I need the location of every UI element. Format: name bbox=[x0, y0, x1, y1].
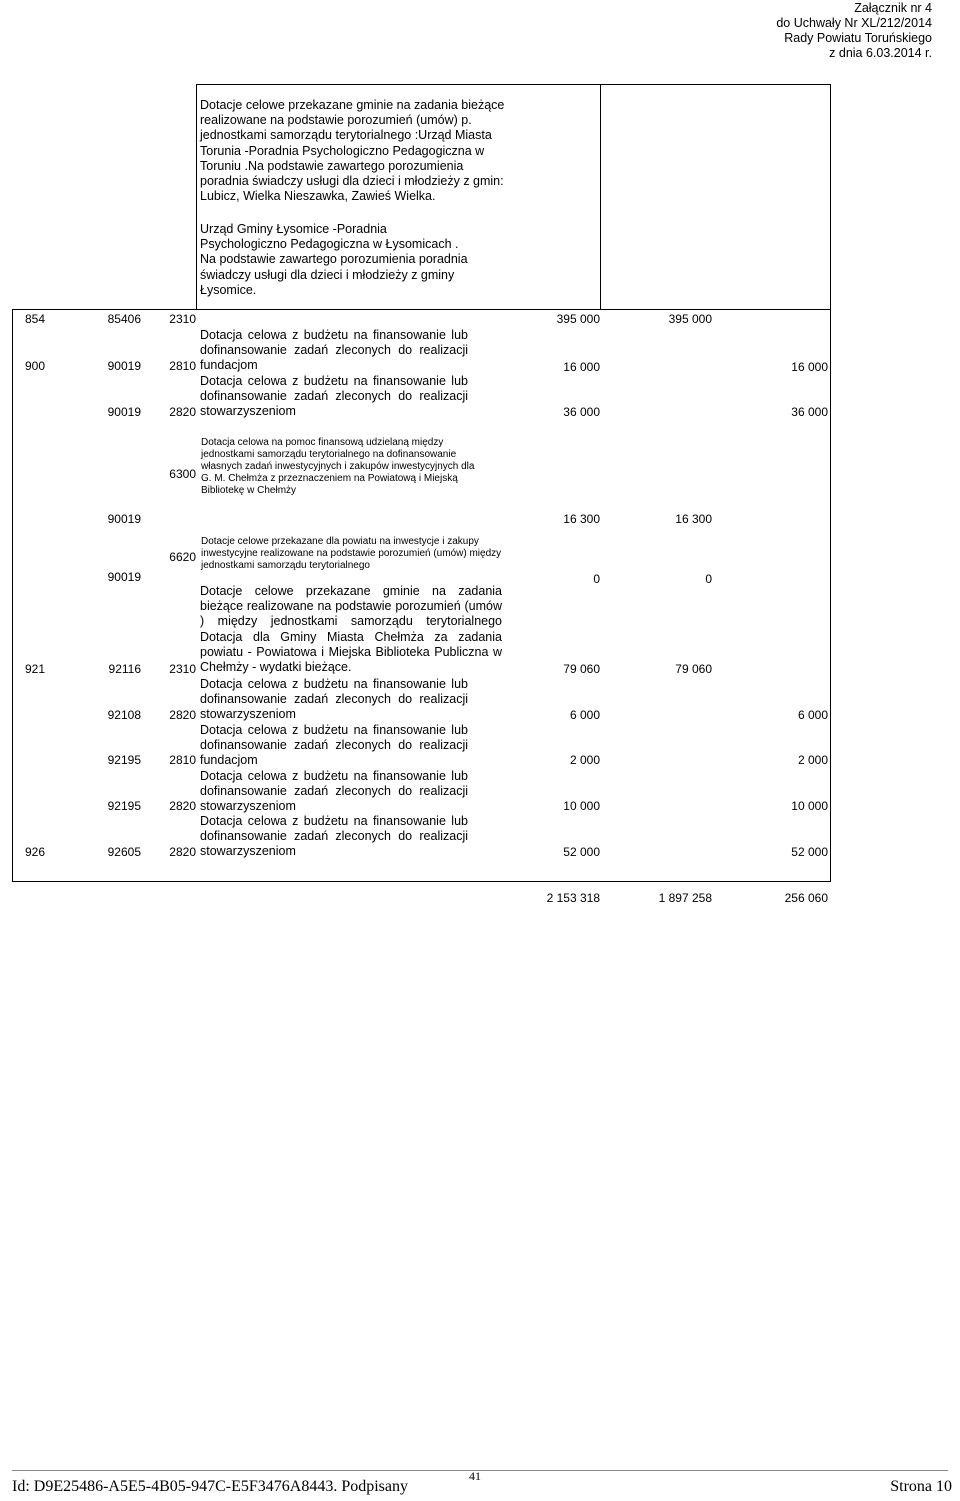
row-value-2: 16 300 bbox=[675, 512, 712, 526]
row-rozdzial: 90019 bbox=[107, 570, 141, 584]
top-box-divider bbox=[600, 84, 601, 309]
row-description: Dotacja celowa z budżetu na finansowanie lub dofinansowanie zadań zleconych do realizacji stowarzyszeniom bbox=[200, 814, 468, 859]
page-indicator: Strona 10 bbox=[890, 1478, 952, 1495]
table-border-right bbox=[830, 309, 831, 882]
row-paragraf: 2820 bbox=[169, 845, 196, 859]
row-description: Dotacje celowe przekazane dla powiatu na inwestycje i zakupy inwestycyjne realizowane na podstawie porozumień (umów) między jednostkami samorządu terytorialnego bbox=[201, 536, 502, 571]
row-paragraf: 2810 bbox=[169, 359, 196, 373]
row-description: Dotacja celowa z budżetu na finansowanie lub dofinansowanie zadań zleconych do realizacji stowarzyszeniom bbox=[200, 677, 468, 722]
row-value-1: 395 000 bbox=[556, 312, 600, 326]
header-council: Rady Powiatu Toruńskiego bbox=[784, 31, 932, 45]
row-value-2: 395 000 bbox=[668, 312, 712, 326]
row-paragraf: 6300 bbox=[169, 467, 196, 481]
total-property: 256 060 bbox=[784, 891, 828, 905]
row-value-3: 36 000 bbox=[791, 405, 828, 419]
row-value-2: 10 000 bbox=[563, 799, 600, 813]
row-rozdzial: 92116 bbox=[108, 662, 141, 676]
row-dz: 854 bbox=[24, 312, 45, 326]
row-value-2: 6 000 bbox=[569, 708, 600, 722]
row-paragraf: 2310 bbox=[169, 662, 196, 676]
top-block-paragraph-2: Urząd Gminy Łysomice -Poradnia Psychologiczno Pedagogiczna w Łysomicach . Na podstawie zawartego porozumienia poradnia świadczy usługi dla dzieci i młodzieży z gminy Łysomice. bbox=[200, 222, 468, 297]
table-border-top bbox=[12, 309, 831, 310]
row-description: Dotacja celowa z budżetu na finansowanie lub dofinansowanie zadań zleconych do realizacji fundacjom bbox=[200, 723, 468, 768]
row-value-2: 2 000 bbox=[569, 753, 600, 767]
row-rozdzial: 90019 bbox=[107, 359, 141, 373]
row-rozdzial: 92195 bbox=[107, 753, 141, 767]
row-rozdzial: 92605 bbox=[107, 845, 141, 859]
row-value-2: 0 bbox=[705, 572, 712, 586]
row-value-2: 79 060 bbox=[675, 662, 712, 676]
row-description: Dotacja celowa na pomoc finansową udzielaną między jednostkami samorządu terytorialnego na dofinansowanie własnych zadań inwestycyjnych i zakupów inwestycyjnych dla G. M. Chełmża z przeznaczeniem na Powiatową i Miejską Bibliotekę w Chełmży bbox=[201, 437, 475, 496]
row-value-1: 0 bbox=[593, 572, 600, 586]
row-rozdzial: 92108 bbox=[107, 708, 141, 722]
row-paragraf: 6620 bbox=[169, 550, 196, 564]
row-value-3: 10 000 bbox=[791, 799, 828, 813]
top-box-border-left bbox=[196, 84, 197, 309]
row-value-1: 16 300 bbox=[563, 512, 600, 526]
row-dz: 926 bbox=[24, 845, 45, 859]
document-id: Id: D9E25486-A5E5-4B05-947C-E5F3476A8443. Podpisany bbox=[12, 1478, 408, 1495]
row-value-3: 16 000 bbox=[791, 360, 828, 374]
row-paragraf: 2820 bbox=[169, 405, 196, 419]
row-dz: 900 bbox=[24, 359, 45, 373]
row-paragraf: 2820 bbox=[169, 799, 196, 813]
row-value-1: 79 060 bbox=[563, 662, 600, 676]
total-current: 1 897 258 bbox=[658, 891, 712, 905]
top-box-border-top bbox=[196, 84, 831, 85]
row-value-2: 36 000 bbox=[563, 405, 600, 419]
header-resolution: do Uchwały Nr XL/212/2014 bbox=[776, 16, 932, 30]
row-description: Dotacja celowa z budżetu na finansowanie lub dofinansowanie zadań zleconych do realizacji stowarzyszeniom bbox=[200, 769, 468, 814]
top-box-border-right bbox=[830, 84, 831, 309]
row-description: Dotacje celowe przekazane gminie na zadania bieżące realizowane na podstawie porozumień (umów ) między jednostkami samorządu terytorialnego Dotacja dla Gminy Miasta Chełmża za zadania powiatu - Powiatowa i Miejska Biblioteka Publiczna w Chełmży - wydatki bieżące. bbox=[200, 584, 502, 675]
header-attachment: Załącznik nr 4 bbox=[854, 1, 932, 15]
row-dz: 921 bbox=[24, 662, 45, 676]
row-rozdzial: 85406 bbox=[107, 312, 141, 326]
row-rozdzial: 90019 bbox=[107, 405, 141, 419]
row-value-2: 52 000 bbox=[563, 845, 600, 859]
row-value-3: 2 000 bbox=[797, 753, 828, 767]
page-number: 41 bbox=[469, 1469, 481, 1483]
top-block-paragraph-1: Dotacje celowe przekazane gminie na zadania bieżące realizowane na podstawie porozumień (umów) p. jednostkami samorządu terytorialnego :Urząd Miasta Torunia -Poradnia Psychologiczno Pedagogiczna w Toruniu .Na podstawie zawartego porozumienia poradnia świadczy usługi dla dzieci i młodzieży z gmin: Lubicz, Wielka Nieszawka, Zawieś Wielka. bbox=[200, 98, 505, 204]
row-paragraf: 2310 bbox=[169, 312, 196, 326]
row-description: Dotacja celowa z budżetu na finansowanie lub dofinansowanie zadań zleconych do realizacji stowarzyszeniom bbox=[200, 374, 468, 419]
table-border-left bbox=[12, 309, 13, 882]
row-paragraf: 2820 bbox=[169, 708, 196, 722]
row-value-2: 16 000 bbox=[563, 360, 600, 374]
row-description: Dotacja celowa z budżetu na finansowanie lub dofinansowanie zadań zleconych do realizacji fundacjom bbox=[200, 328, 468, 373]
row-rozdzial: 90019 bbox=[107, 512, 141, 526]
total-plan: 2 153 318 bbox=[546, 891, 600, 905]
row-value-3: 6 000 bbox=[797, 708, 828, 722]
row-rozdzial: 92195 bbox=[107, 799, 141, 813]
row-paragraf: 2810 bbox=[169, 753, 196, 767]
row-value-3: 52 000 bbox=[791, 845, 828, 859]
header-date: z dnia 6.03.2014 r. bbox=[829, 46, 932, 60]
table-border-bottom bbox=[12, 881, 831, 882]
